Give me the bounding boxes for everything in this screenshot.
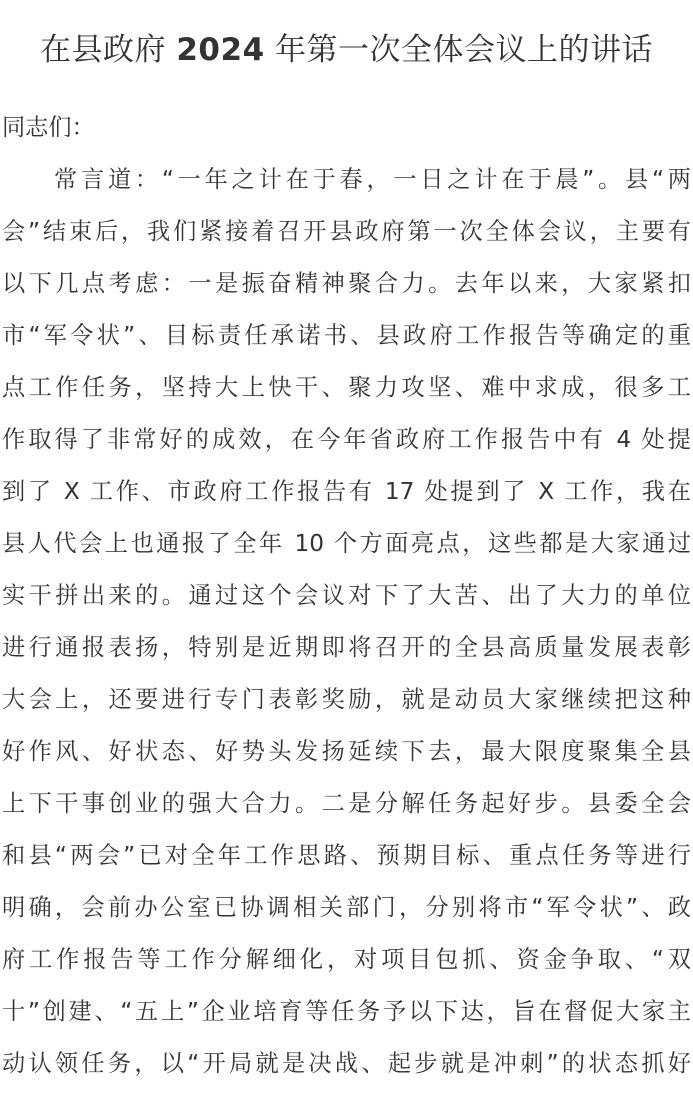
paragraph-line: 点工作任务，坚持大上快干、聚力攻坚、难中求成，很多工 <box>2 374 691 401</box>
paragraph-line: 到了 X 工作、市政府工作报告有 17 处提到了 X 工作，我在 <box>2 478 691 505</box>
paragraph-line: 常言道：“一年之计在于春，一日之计在于晨”。县“两 <box>54 166 691 193</box>
paragraph-line: 大会上，还要进行专门表彰奖励，就是动员大家继续把这种 <box>2 686 691 713</box>
document-body <box>0 102 693 1090</box>
paragraph-line: 市“军令状”、目标责任承诺书、县政府工作报告等确定的重 <box>2 322 691 349</box>
paragraph-line: 县人代会上也通报了全年 10 个方面亮点，这些都是大家通过 <box>2 530 691 557</box>
paragraph-line: 好作风、好状态、好势头发扬延续下去，最大限度聚集全县 <box>2 738 691 765</box>
title-text: 在县政府 2024 年第一次全体会议上的讲话 <box>40 32 653 68</box>
paragraph-line: 以下几点考虑：一是振奋精神聚合力。去年以来，大家紧扣 <box>2 270 691 297</box>
paragraph-line: 进行通报表扬，特别是近期即将召开的全县高质量发展表彰 <box>2 634 691 661</box>
paragraph-line: 府工作报告等工作分解细化，对项目包抓、资金争取、“双 <box>2 946 691 973</box>
paragraph-line: 动认领任务，以“开局就是决战、起步就是冲刺”的状态抓好 <box>2 1050 691 1077</box>
salutation: 同志们： <box>2 114 95 141</box>
paragraph-line: 会”结束后，我们紧接着召开县政府第一次全体会议，主要有 <box>2 218 691 245</box>
paragraph-line: 十”创建、“五上”企业培育等任务予以下达，旨在督促大家主 <box>2 998 691 1025</box>
paragraph-line: 明确，会前办公室已协调相关部门，分别将市“军令状”、政 <box>2 894 691 921</box>
paragraph-line: 实干拼出来的。通过这个会议对下了大苦、出了大力的单位 <box>2 582 691 609</box>
paragraph-line: 和县“两会”已对全年工作思路、预期目标、重点任务等进行 <box>2 842 691 869</box>
document-title <box>0 26 693 74</box>
paragraph-line: 上下干事创业的强大合力。二是分解任务起好步。县委全会 <box>2 790 691 817</box>
paragraph-line: 作取得了非常好的成效，在今年省政府工作报告中有 4 处提 <box>2 426 691 453</box>
title-year: 2024 <box>176 32 265 68</box>
